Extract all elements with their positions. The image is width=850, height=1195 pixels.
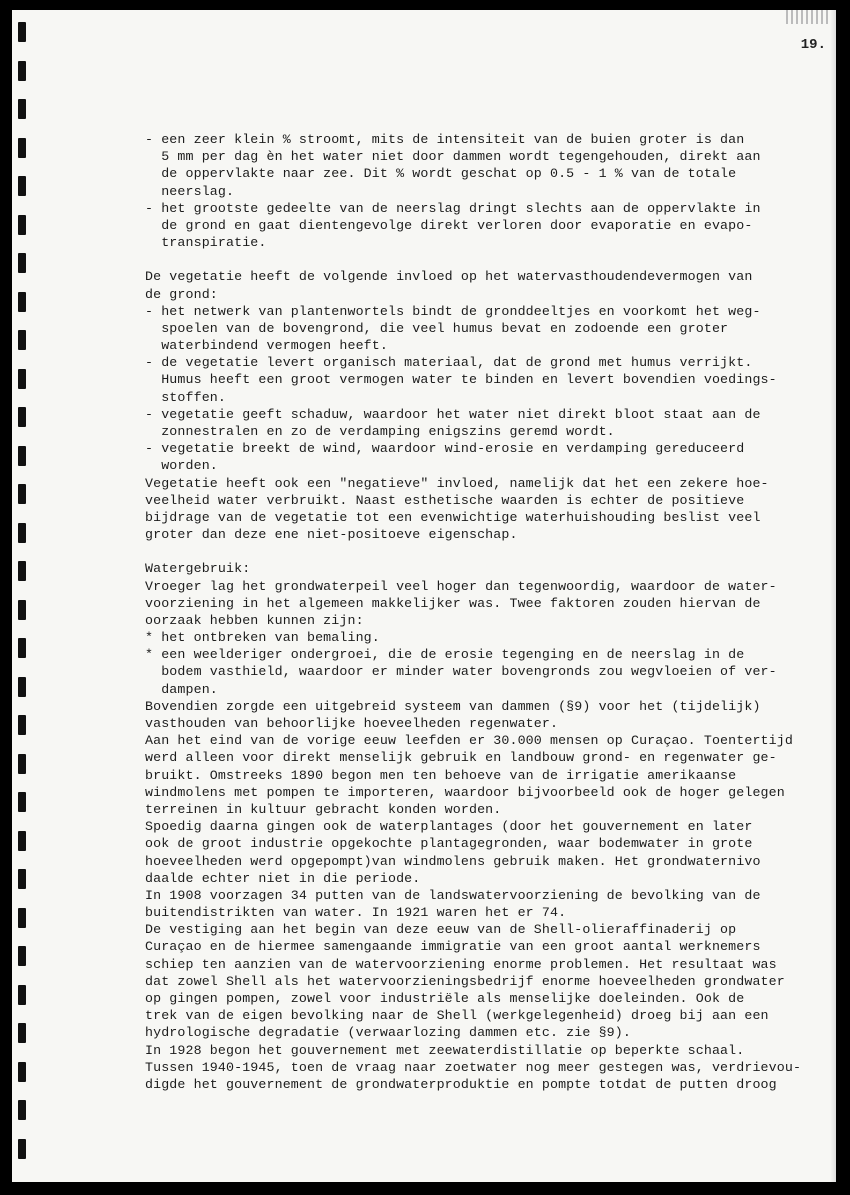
text-line: hoeveelheden werd opgepompt)van windmolens gebruik maken. Het grondwaternivo (145, 853, 761, 869)
binding-hole (18, 638, 26, 658)
text-line: schiep ten aanzien van de watervoorziening enorme problemen. Het resultaat was (145, 956, 777, 972)
page-number: 19. (800, 37, 826, 53)
text-line: waterbindend vermogen heeft. (145, 338, 388, 354)
text-line: op gingen pompen, zowel voor industriële als menselijke doeleinden. Ook de (145, 991, 745, 1006)
text-line: Spoedig daarna gingen ook de waterplantages (door het gouvernement en later (145, 819, 753, 835)
binding-hole (18, 715, 26, 735)
binding-hole (18, 215, 26, 235)
text-line: digde het gouvernement de grondwaterproduktie en pompte totdat de putten droog (145, 1076, 777, 1092)
binding-hole (18, 292, 26, 312)
text-line: bodem vasthield, waardoor er minder water bovengronds zou wegvloeien of ver- (145, 664, 777, 680)
text-line: - vegetatie breekt de wind, waardoor wind-erosie en verdamping gereduceerd (145, 441, 745, 457)
text-line: Humus heeft een groot vermogen water te binden en levert bovendien voedings- (145, 372, 777, 388)
text-line: voorziening in het algemeen makkelijker was. Twee faktoren zouden hiervan de (145, 595, 761, 611)
text-line: windmolens met pompen te importeren, waardoor bijvoorbeeld ook de hoger gelegen (145, 784, 785, 800)
spiral-binding (12, 10, 26, 1182)
typewritten-text (145, 131, 825, 1093)
text-line: bruikt. Omstreeks 1890 begon men ten behoeve van de irrigatie amerikaanse (145, 767, 737, 783)
binding-hole (18, 176, 26, 196)
perforation-edge (786, 10, 836, 24)
text-line: In 1908 voorzagen 34 putten van de landswatervoorziening de bevolking van de (145, 887, 761, 903)
binding-hole (18, 1100, 26, 1120)
binding-hole (18, 1023, 26, 1043)
binding-hole (18, 523, 26, 543)
text-line: Curaçao en de hiermee samengaande immigratie van een groot aantal werknemers (145, 939, 761, 955)
binding-hole (18, 908, 26, 928)
binding-hole (18, 330, 26, 350)
text-line: Aan het eind van de vorige eeuw leefden er 30.000 mensen op Curaçao. Toentertijd (145, 733, 793, 749)
binding-hole (18, 22, 26, 42)
paragraph-gap (145, 543, 825, 560)
binding-hole (18, 446, 26, 466)
text-line: dat zowel Shell als het watervoorzieningsbedrijf enorme hoeveelheden grondwater (145, 973, 785, 989)
binding-hole (18, 792, 26, 812)
paragraph-gap (145, 251, 825, 268)
text-line: groter dan deze ene niet-positoeve eigenschap. (145, 527, 518, 543)
text-line: trek van de eigen bevolking naar de Shell (werkgelegenheid) droeg bij aan een (145, 1008, 769, 1024)
text-line: de oppervlakte naar zee. Dit % wordt geschat op 0.5 - 1 % van de totale (145, 166, 737, 182)
binding-hole (18, 99, 26, 119)
text-line: dampen. (145, 681, 218, 697)
text-line: vasthouden van behoorlijke hoeveelheden regenwater. (145, 716, 559, 731)
binding-hole (18, 484, 26, 504)
text-line: Tussen 1940-1945, toen de vraag naar zoetwater nog meer gestegen was, verdrievou- (145, 1059, 802, 1075)
text-line: * het ontbreken van bemaling. (145, 630, 380, 646)
text-line: spoelen van de bovengrond, die veel humus bevat en zodoende een groter (145, 320, 729, 336)
binding-hole (18, 61, 26, 81)
text-line: bijdrage van de vegetatie tot een evenwichtige waterhuishouding beslist veel (145, 509, 761, 525)
text-line: neerslag. (145, 183, 235, 199)
text-line: worden. (145, 458, 218, 474)
text-line: - het grootste gedeelte van de neerslag dringt slechts aan de oppervlakte in (145, 200, 761, 216)
text-line: Vegetatie heeft ook een "negatieve" invloed, namelijk dat het een zekere hoe- (145, 475, 769, 491)
text-line: buitendistrikten van water. In 1921 waren het er 74. (145, 905, 567, 921)
text-line: * een weelderiger ondergroei, die de erosie tegenging en de neerslag in de (145, 647, 745, 663)
text-line: - de vegetatie levert organisch materiaal, dat de grond met humus verrijkt. (145, 355, 753, 371)
binding-hole (18, 677, 26, 697)
text-line: - het netwerk van plantenwortels bindt de gronddeeltjes en voorkomt het weg- (145, 303, 761, 319)
binding-hole (18, 561, 26, 581)
text-line: De vestiging aan het begin van deze eeuw van de Shell-olieraffinaderij op (145, 922, 737, 938)
text-line: - een zeer klein % stroomt, mits de intensiteit van de buien groter is dan (145, 132, 745, 147)
text-line: werd alleen voor direkt menselijk gebruik en landbouw grond- en regenwater ge- (145, 750, 777, 766)
text-line: daalde echter niet in die periode. (145, 870, 421, 886)
page-edge-shadow (830, 10, 836, 1182)
binding-hole (18, 946, 26, 966)
text-line: stoffen. (145, 389, 226, 405)
text-line: Watergebruik: (145, 561, 251, 577)
binding-hole (18, 1062, 26, 1082)
text-line: ook de groot industrie opgekochte plantagegronden, waar bodemwater in grote (145, 836, 753, 852)
text-line: - vegetatie geeft schaduw, waardoor het water niet direkt bloot staat aan de (145, 406, 761, 422)
binding-hole (18, 407, 26, 427)
text-line: veelheid water verbruikt. Naast esthetische waarden is echter de positieve (145, 492, 745, 508)
text-line: zonnestralen en zo de verdamping enigszins geremd wordt. (145, 424, 615, 439)
binding-hole (18, 869, 26, 889)
document-page (12, 10, 836, 1182)
binding-hole (18, 831, 26, 851)
text-line: terreinen in kultuur gebracht konden worden. (145, 801, 502, 817)
text-line: oorzaak hebben kunnen zijn: (145, 612, 364, 628)
binding-hole (18, 138, 26, 158)
text-line: De vegetatie heeft de volgende invloed op het watervasthoudendevermogen van (145, 269, 753, 285)
text-line: Bovendien zorgde een uitgebreid systeem van dammen (§9) voor het (tijdelijk) (145, 698, 761, 714)
text-line: hydrologische degradatie (verwaarlozing dammen etc. zie §9). (145, 1025, 631, 1041)
binding-hole (18, 369, 26, 389)
text-line: 5 mm per dag èn het water niet door dammen wordt tegengehouden, direkt aan (145, 149, 761, 165)
binding-hole (18, 1139, 26, 1159)
text-line: transpiratie. (145, 235, 267, 251)
binding-hole (18, 253, 26, 273)
text-line: Vroeger lag het grondwaterpeil veel hoger dan tegenwoordig, waardoor de water- (145, 578, 777, 594)
text-line: In 1928 begon het gouvernement met zeewaterdistillatie op beperkte schaal. (145, 1042, 745, 1058)
binding-hole (18, 600, 26, 620)
binding-hole (18, 985, 26, 1005)
binding-hole (18, 754, 26, 774)
text-line: de grond en gaat dientengevolge direkt verloren door evaporatie en evapo- (145, 217, 753, 233)
text-line: de grond: (145, 286, 218, 302)
